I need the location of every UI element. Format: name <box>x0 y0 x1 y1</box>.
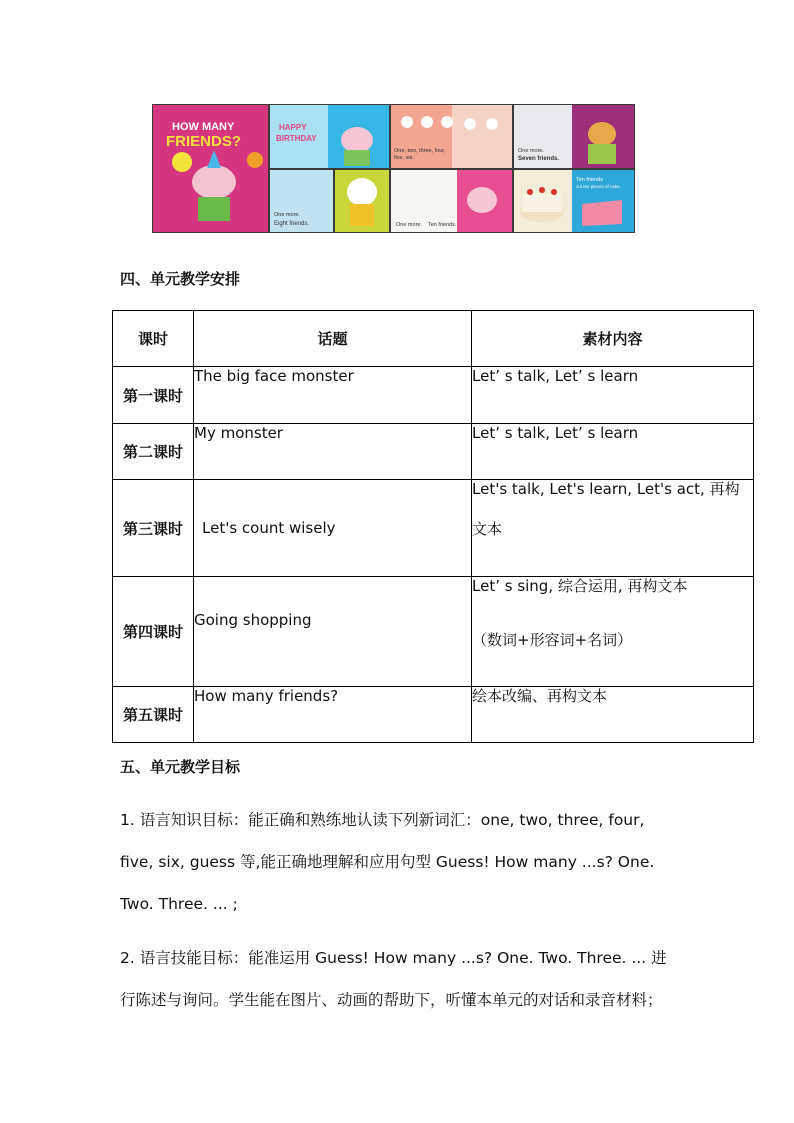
material-cell <box>472 687 754 743</box>
header-topic: 话题 <box>194 311 472 367</box>
objective-2-line: 2. 语言技能目标：能准运用 Guess! How many ...s? One. Two. Three. ... 进 <box>120 949 667 967</box>
objective-1-line: 1. 语言知识目标：能正确和熟练地认读下列新词汇：one, two, three, four, <box>120 811 645 829</box>
material-line: Let’ s sing, 综合运用, 再构文本 <box>472 577 688 595</box>
objective-1-paragraph <box>120 799 680 925</box>
header-lesson: 课时 <box>113 311 194 367</box>
topic-cell: My monster <box>194 424 472 480</box>
topic-cell: Going shopping <box>194 577 472 687</box>
count-text-1: One, two, three, four, <box>394 148 446 154</box>
material-cell <box>472 577 754 687</box>
cover-title-2: FRIENDS? <box>166 133 241 150</box>
ten-text-1: One more. <box>396 222 422 228</box>
section-4-heading: 四、单元教学安排 <box>120 270 241 288</box>
objective-2-line: 行陈述与询问。学生能在图片、动画的帮助下，听懂本单元的对话和录音材料； <box>120 991 663 1009</box>
table-row <box>113 424 754 480</box>
section-5-heading: 五、单元教学目标 <box>120 758 241 776</box>
topic-cell: The big face monster <box>194 367 472 424</box>
material-line: Let’ s talk, Let’ s learn <box>472 424 639 442</box>
material-line: Let’ s talk, Let’ s learn <box>472 367 639 385</box>
cake-text-2: cut ten pieces of cake. <box>576 184 621 189</box>
birthday-title-2: BIRTHDAY <box>276 134 317 143</box>
material-line: 文本 <box>472 520 503 538</box>
table-row <box>113 480 754 577</box>
cover-title-1: HOW MANY <box>172 121 235 133</box>
count-text-2: five, six. <box>394 155 414 161</box>
picture-book-photo <box>152 104 635 233</box>
lesson-cell: 第四课时 <box>113 577 194 687</box>
cake-text-1: Ten friends <box>576 177 603 183</box>
eight-text-2: Eight friends. <box>274 221 310 227</box>
topic-cell: Let's count wisely <box>194 480 472 577</box>
objective-1-line: Two. Three. ... ; <box>120 895 238 913</box>
eight-text-1: One more. <box>274 212 300 218</box>
lesson-cell: 第五课时 <box>113 687 194 743</box>
material-cell <box>472 367 754 424</box>
table-row <box>113 577 754 687</box>
topic-cell: How many friends? <box>194 687 472 743</box>
header-material: 素材内容 <box>472 311 754 367</box>
objective-2-paragraph <box>120 937 680 1021</box>
unit-plan-table <box>112 310 754 743</box>
lesson-cell: 第一课时 <box>113 367 194 424</box>
seven-text-2: Seven friends. <box>518 156 560 162</box>
material-line: 绘本改编、再构文本 <box>472 687 608 705</box>
birthday-title-1: HAPPY <box>279 123 307 132</box>
table-header-row <box>113 311 754 367</box>
table-row <box>113 687 754 743</box>
objective-1-line: five, six, guess 等,能正确地理解和应用句型 Guess! How many ...s? One. <box>120 853 655 871</box>
material-line: Let's talk, Let's learn, Let's act, 再构 <box>472 480 740 498</box>
lesson-cell: 第二课时 <box>113 424 194 480</box>
lesson-cell: 第三课时 <box>113 480 194 577</box>
material-line: （数词+形容词+名词） <box>472 631 633 649</box>
material-cell <box>472 424 754 480</box>
material-cell <box>472 480 754 577</box>
seven-text-1: One more. <box>518 148 544 154</box>
ten-text-2: Ten friends. <box>428 222 457 228</box>
table-row <box>113 367 754 424</box>
